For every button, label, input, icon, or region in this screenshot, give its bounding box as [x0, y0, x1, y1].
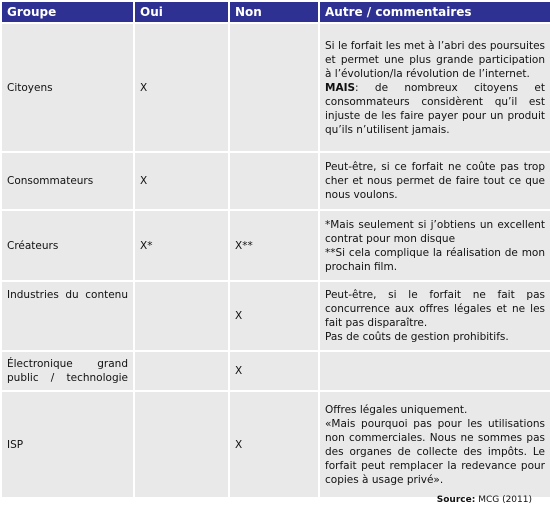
group-cell: Citoyens	[2, 24, 133, 151]
group-cell: Électronique grand public / technologie	[2, 352, 133, 390]
non-cell: X	[230, 392, 318, 497]
non-cell: X	[230, 282, 318, 350]
non-cell: X	[230, 352, 318, 390]
comment-cell	[320, 24, 550, 151]
table-row	[2, 153, 550, 209]
comment-paragraph: Si le forfait les met à l’abri des poursuites et permet une plus grande participation à l’évolution/la révolution de l’internet.	[325, 39, 545, 80]
non-cell	[230, 153, 318, 209]
comment-paragraph: Pas de coûts de gestion prohibitifs.	[325, 331, 509, 343]
source-text: MCG (2011)	[478, 495, 532, 505]
group-cell: Créateurs	[2, 211, 133, 280]
source-label: Source:	[436, 495, 476, 505]
header-groupe: Groupe	[2, 2, 133, 22]
comment-paragraph: MAIS: de nombreux citoyens et consommateurs considèrent qu’il est injuste de les faire payer pour un produit qu’ils n’utilisent jamais.	[325, 81, 545, 136]
table-row	[2, 352, 550, 390]
oui-cell	[135, 392, 228, 497]
header-comments: Autre / commentaires	[320, 2, 550, 22]
comment-paragraph: «Mais pourquoi pas pour les utilisations non commerciales. Nous ne sommes pas des organes de collecte des impôts. Le forfait peut remplacer la redevance pour copies à usage privé».	[325, 417, 545, 486]
comment-cell	[320, 352, 550, 390]
table-row	[2, 24, 550, 151]
source-note	[437, 495, 532, 505]
oui-cell	[135, 352, 228, 390]
comment-paragraph: **Si cela complique la réalisation de mon prochain film.	[325, 246, 545, 273]
oui-cell: X*	[135, 211, 228, 280]
header-non: Non	[230, 2, 318, 22]
header-oui: Oui	[135, 2, 228, 22]
comment-cell	[320, 392, 550, 497]
table-row	[2, 282, 550, 350]
group-cell: ISP	[2, 392, 133, 497]
group-cell: Consommateurs	[2, 153, 133, 209]
comment-paragraph: Peut-être, si ce forfait ne coûte pas trop cher et nous permet de faire tout ce que nous voulons.	[325, 161, 545, 201]
comment-emphasis: MAIS	[325, 81, 356, 94]
oui-cell: X	[135, 153, 228, 209]
comment-paragraph: Offres légales uniquement.	[325, 403, 468, 416]
comment-paragraph: Peut-être, si le forfait ne fait pas concurrence aux offres légales et ne les fait pas disparaître.	[325, 289, 545, 329]
comment-cell	[320, 153, 550, 209]
table-row	[2, 392, 550, 497]
group-cell: Industries du contenu	[2, 282, 133, 350]
header-row	[2, 2, 550, 22]
comment-paragraph: *Mais seulement si j’obtiens un excellent contrat pour mon disque	[325, 218, 545, 245]
table-row	[2, 211, 550, 280]
oui-cell: X	[135, 24, 228, 151]
comment-cell	[320, 211, 550, 280]
non-cell: X**	[230, 211, 318, 280]
comment-cell	[320, 282, 550, 350]
oui-cell	[135, 282, 228, 350]
non-cell	[230, 24, 318, 151]
